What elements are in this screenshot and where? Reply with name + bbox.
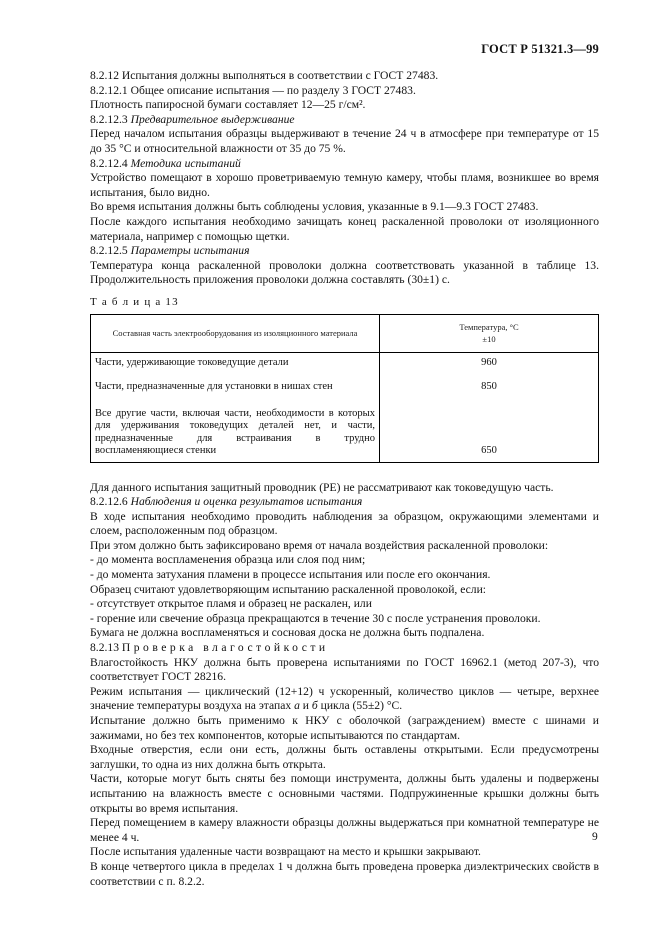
paragraph: Образец считают удовлетворяющим испытанию раскаленной проволокой, если: xyxy=(90,582,487,596)
table-row xyxy=(91,398,599,463)
paragraph: 8.2.12.1 Общее описание испытания — по разделу 3 ГОСТ 27483. xyxy=(90,83,416,97)
text-run: цикла (55±2) °С. xyxy=(317,699,403,713)
paragraph: Перед помещением в камеру влажности образцы должны выдержаться при комнатной температуре не менее 4 ч. xyxy=(90,816,599,844)
section-heading xyxy=(90,157,599,172)
paragraph: Бумага не должна воспламеняться и сосновая доска не должна быть подпалена. xyxy=(90,626,485,640)
text-run: Режим испытания — циклический (12+12) ч ускоренный, количество циклов — четыре, верхнее значение температуры воздуха на этапах xyxy=(90,684,599,713)
paragraph: Для данного испытания защитный проводник (РЕ) не рассматривают как токоведущую часть. xyxy=(90,480,554,494)
section-title: Параметры испытания xyxy=(130,244,250,258)
text-run: а xyxy=(294,699,300,713)
paragraph: Перед началом испытания образцы выдерживают в течение 24 ч в атмосфере при температуре от 15 до 35 °С и относительной влажности от 35 до 75 %. xyxy=(90,127,599,155)
paragraph: 8.2.12 Испытания должны выполняться в соответствии с ГОСТ 27483. xyxy=(90,69,439,82)
paragraph: Испытание должно быть применимо к НКУ с оболочкой (заграждением) вместе с шинами и зажимами, но без тех компонентов, которые испытываются по стандартам. xyxy=(90,714,599,742)
text-run: б xyxy=(311,699,318,713)
paragraph: Температура конца раскаленной проволоки должна соответствовать указанной в таблице 13. Продолжительность приложения проволоки должна составлять (30±1) с. xyxy=(90,258,599,287)
section-number: 8.2.13 xyxy=(90,641,122,655)
section-title: Предварительное выдерживание xyxy=(130,112,295,126)
section-number: 8.2.12.3 xyxy=(90,112,131,126)
table-caption: Т а б л и ц а 13 xyxy=(90,295,179,308)
table-cell-temperature: 960 xyxy=(380,352,599,373)
table-row xyxy=(91,373,599,398)
section-heading xyxy=(90,113,599,128)
section-number: 8.2.12.6 xyxy=(90,495,131,509)
paragraph: При этом должно быть зафиксировано время от начала воздействия раскаленной проволоки: xyxy=(90,538,549,552)
section-number: 8.2.12.4 xyxy=(90,156,131,170)
list-item: - отсутствует открытое пламя и образец не раскален, или xyxy=(90,597,372,611)
paragraph: Устройство помещают в хорошо проветриваемую темную камеру, чтобы пламя, возникшее во время испытания, было видно. xyxy=(90,171,599,199)
paragraph: В ходе испытания необходимо проводить наблюдения за образцом, окружающими элементами и слоем, расположенным под образцом. xyxy=(90,509,599,538)
temperature-header-label: Температура, °С xyxy=(459,321,519,332)
text-run: и xyxy=(299,699,312,713)
section-heading xyxy=(90,641,599,656)
table-header-temperature xyxy=(380,314,599,352)
list-item: - до момента затухания пламени в процессе испытания или после его окончания. xyxy=(90,568,491,582)
table-header-component: Составная часть электрооборудования из изоляционного материала xyxy=(91,314,380,352)
section-number: 8.2.12.5 xyxy=(90,244,131,258)
table-cell-component: Части, удерживающие токоведущие детали xyxy=(91,352,380,373)
section-heading xyxy=(90,244,599,259)
table-row xyxy=(91,352,599,373)
section-title: Проверка влагостойкости xyxy=(121,641,329,655)
section-title: Методика испытаний xyxy=(130,156,241,170)
paragraph: Входные отверстия, если они есть, должны быть оставлены открытыми. Если предусмотрены заглушки, то одна из них должна быть открыта. xyxy=(90,743,599,771)
paragraph xyxy=(90,685,599,714)
paragraph: Влагостойкость НКУ должна быть проверена испытаниями по ГОСТ 16962.1 (метод 207-3), что соответствует ГОСТ 28216. xyxy=(90,655,599,684)
table-13 xyxy=(90,314,599,463)
paragraph: Части, которые могут быть сняты без помощи инструмента, должны быть удалены и подвержены испытанию на влажность вместе с основными частями. Подпружиненные крышки должны быть открыты во время испытания. xyxy=(90,772,599,815)
standard-header: ГОСТ Р 51321.3—99 xyxy=(481,42,599,56)
table-cell-temperature: 850 xyxy=(380,373,599,398)
temperature-header-tolerance: ±10 xyxy=(482,334,496,344)
section-title: Наблюдения и оценка результатов испытания xyxy=(130,495,363,509)
page-number: 9 xyxy=(592,831,598,843)
paragraph: В конце четвертого цикла в пределах 1 ч должна быть проведена проверка диэлектрических свойств в соответствии с п. 8.2.2. xyxy=(90,859,599,888)
table-cell-component: Части, предназначенные для установки в нишах стен xyxy=(91,373,380,398)
table-cell-component: Все другие части, включая части, необходимости в которых для удерживания токоведущих деталей нет, и части, предназначенные для встраивания в трудно воспламеняющиеся стенки xyxy=(91,398,380,463)
table-cell-temperature: 650 xyxy=(380,398,599,463)
list-item: - до момента воспламенения образца или слоя под ним; xyxy=(90,553,366,567)
list-item: - горение или свечение образца прекращаются в течение 30 с после устранения проволоки. xyxy=(90,611,541,625)
paragraph: Во время испытания должны быть соблюдены условия, указанные в 9.1—9.3 ГОСТ 27483. xyxy=(90,200,539,214)
section-heading xyxy=(90,495,599,510)
paragraph: После испытания удаленные части возвращают на место и крышки закрывают. xyxy=(90,845,481,859)
page-content xyxy=(90,69,599,889)
paragraph: Плотность папиросной бумаги составляет 12—25 г/см². xyxy=(90,98,366,112)
paragraph: После каждого испытания необходимо зачищать конец раскаленной проволоки от изоляционного материала, например с помощью щетки. xyxy=(90,214,599,243)
